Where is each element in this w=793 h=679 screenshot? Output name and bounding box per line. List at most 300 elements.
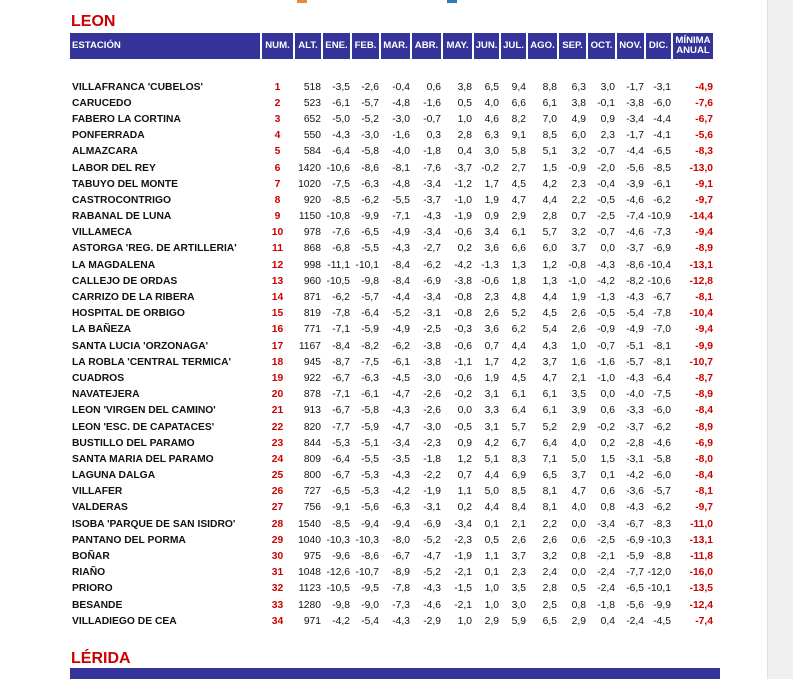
mar-cell: -8,4: [392, 259, 410, 271]
altitude-cell: 1040: [298, 534, 321, 546]
station-name-cell: LEON 'ESC. DE CAPATACES': [72, 421, 215, 433]
altitude-cell: 868: [303, 243, 321, 255]
oct-cell: -0,5: [597, 194, 615, 206]
ene-cell: -9,8: [332, 599, 350, 611]
altitude-cell: 820: [303, 421, 321, 433]
mar-cell: -0,4: [392, 81, 410, 93]
may-cell: 0,2: [457, 243, 472, 255]
dic-cell: -8,1: [653, 340, 671, 352]
nov-cell: -4,6: [626, 227, 644, 239]
mar-cell: -4,4: [392, 292, 410, 304]
nov-cell: -1,7: [626, 130, 644, 142]
sep-cell: 2,1: [571, 372, 586, 384]
minima-anual-cell: -8,3: [695, 146, 713, 158]
may-cell: 1,0: [457, 615, 472, 627]
abr-cell: -3,0: [423, 421, 441, 433]
sep-cell: 2,9: [571, 615, 586, 627]
oct-cell: 0,9: [600, 113, 615, 125]
minima-anual-cell: -14,4: [689, 211, 713, 223]
oct-cell: -1,3: [597, 292, 615, 304]
table-row: [70, 468, 713, 484]
feb-cell: -6,5: [361, 227, 379, 239]
ago-cell: 4,7: [542, 372, 557, 384]
station-num-cell: 6: [274, 162, 281, 174]
sep-cell: -0,8: [568, 259, 586, 271]
ene-cell: -7,1: [332, 324, 350, 336]
ago-cell: 3,2: [542, 551, 557, 563]
header-num: NUM.: [262, 33, 293, 59]
mar-cell: -4,9: [392, 227, 410, 239]
minima-anual-cell: -9,7: [695, 502, 713, 514]
jul-cell: 5,8: [511, 146, 526, 158]
mar-cell: -6,1: [392, 356, 410, 368]
jul-cell: 5,2: [511, 308, 526, 320]
station-num-cell: 15: [271, 308, 284, 320]
ago-cell: 5,2: [542, 421, 557, 433]
mar-cell: -7,8: [392, 583, 410, 595]
abr-cell: -2,7: [423, 243, 441, 255]
jul-cell: 8,5: [511, 486, 526, 498]
may-cell: -1,9: [454, 211, 472, 223]
abr-cell: -3,4: [423, 178, 441, 190]
feb-cell: -8,6: [361, 162, 379, 174]
feb-cell: -6,3: [361, 372, 379, 384]
abr-cell: -4,3: [423, 583, 441, 595]
jul-cell: 3,7: [511, 551, 526, 563]
may-cell: -3,4: [454, 518, 472, 530]
station-num-cell: 10: [271, 227, 284, 239]
oct-cell: 0,0: [600, 243, 615, 255]
station-name-cell: FABERO LA CORTINA: [72, 113, 181, 125]
minima-anual-cell: -5,6: [695, 130, 713, 142]
oct-cell: -0,1: [597, 97, 615, 109]
header-ago: AGO.: [528, 33, 557, 59]
altitude-cell: 1123: [298, 583, 321, 595]
table-row: [70, 144, 713, 160]
dic-cell: -6,2: [653, 421, 671, 433]
sep-cell: -1,0: [568, 275, 586, 287]
ago-cell: 5,7: [542, 227, 557, 239]
abr-cell: 0,6: [426, 81, 441, 93]
table-row: [70, 484, 713, 500]
station-num-cell: 21: [271, 405, 284, 417]
dic-cell: -8,3: [653, 518, 671, 530]
ago-cell: 7,1: [542, 453, 557, 465]
minima-anual-cell: -9,9: [695, 340, 713, 352]
header-estacion: ESTACIÓN: [70, 33, 260, 59]
jun-cell: 1,1: [484, 551, 499, 563]
header-sep: SEP.: [559, 33, 586, 59]
ene-cell: -8,7: [332, 356, 350, 368]
station-num-cell: 19: [271, 372, 284, 384]
abr-cell: -1,8: [423, 453, 441, 465]
ago-cell: 8,5: [542, 130, 557, 142]
sep-cell: 6,0: [571, 130, 586, 142]
may-cell: -0,6: [454, 227, 472, 239]
dic-cell: -10,4: [647, 259, 671, 271]
sep-cell: 4,7: [571, 486, 586, 498]
feb-cell: -2,6: [361, 81, 379, 93]
sep-cell: 3,8: [571, 97, 586, 109]
oct-cell: -2,4: [597, 583, 615, 595]
abr-cell: -2,2: [423, 470, 441, 482]
ago-cell: 6,1: [542, 389, 557, 401]
altitude-cell: 878: [303, 389, 321, 401]
jun-cell: 4,4: [484, 470, 499, 482]
table-row: [70, 500, 713, 516]
station-num-cell: 8: [274, 194, 281, 206]
dic-cell: -7,0: [653, 324, 671, 336]
may-cell: -0,8: [454, 308, 472, 320]
feb-cell: -8,2: [361, 340, 379, 352]
sep-cell: 0,5: [571, 583, 586, 595]
altitude-cell: 945: [303, 356, 321, 368]
feb-cell: -6,4: [361, 308, 379, 320]
jun-cell: 4,4: [484, 502, 499, 514]
ago-cell: 2,5: [542, 599, 557, 611]
nov-cell: -4,4: [626, 146, 644, 158]
minima-anual-cell: -8,4: [695, 470, 713, 482]
dic-cell: -4,1: [653, 130, 671, 142]
altitude-cell: 975: [303, 551, 321, 563]
abr-cell: -3,1: [423, 502, 441, 514]
jun-cell: 6,5: [484, 81, 499, 93]
station-num-cell: 22: [271, 421, 284, 433]
nov-cell: -5,7: [626, 356, 644, 368]
feb-cell: -5,9: [361, 324, 379, 336]
header-alt: ALT.: [295, 33, 321, 59]
may-cell: 1,1: [457, 486, 472, 498]
minima-anual-cell: -8,9: [695, 243, 713, 255]
station-num-cell: 5: [274, 146, 281, 158]
jun-cell: 5,1: [484, 453, 499, 465]
jun-cell: 2,9: [484, 615, 499, 627]
abr-cell: -3,8: [423, 340, 441, 352]
oct-cell: -2,1: [597, 551, 615, 563]
mar-cell: -8,0: [392, 534, 410, 546]
mar-cell: -8,1: [392, 162, 410, 174]
may-cell: -3,7: [454, 162, 472, 174]
header-ene: ENE.: [323, 33, 350, 59]
station-name-cell: NAVATEJERA: [72, 389, 140, 401]
ene-cell: -10,8: [326, 211, 350, 223]
ene-cell: -8,5: [332, 518, 350, 530]
scrollbar-track[interactable]: [767, 0, 793, 679]
header-mar: MAR.: [381, 33, 410, 59]
oct-cell: -2,4: [597, 567, 615, 579]
nov-cell: -4,2: [626, 470, 644, 482]
abr-cell: -3,4: [423, 292, 441, 304]
minima-anual-cell: -9,4: [695, 324, 713, 336]
mar-cell: -4,7: [392, 421, 410, 433]
header-dic: DIC.: [646, 33, 671, 59]
may-cell: -0,5: [454, 421, 472, 433]
may-cell: 0,5: [457, 97, 472, 109]
jun-cell: 3,1: [484, 389, 499, 401]
sep-cell: 1,9: [571, 292, 586, 304]
toolbar-fragment-blue: [447, 0, 457, 3]
dic-cell: -6,7: [653, 292, 671, 304]
nov-cell: -4,3: [626, 372, 644, 384]
dic-cell: -4,6: [653, 437, 671, 449]
ene-cell: -7,7: [332, 421, 350, 433]
spacer-row: [70, 59, 713, 79]
may-cell: -0,2: [454, 389, 472, 401]
may-cell: 0,2: [457, 502, 472, 514]
table-row: [70, 597, 713, 613]
dic-cell: -6,1: [653, 178, 671, 190]
abr-cell: -3,0: [423, 372, 441, 384]
table-row: [70, 370, 713, 386]
table-row: [70, 160, 713, 176]
station-name-cell: VILLAMECA: [72, 227, 133, 239]
station-num-cell: 13: [271, 275, 284, 287]
nov-cell: -4,6: [626, 194, 644, 206]
ago-cell: 8,1: [542, 502, 557, 514]
station-num-cell: 25: [271, 470, 284, 482]
minima-anual-cell: -7,4: [695, 615, 713, 627]
may-cell: -1,9: [454, 551, 472, 563]
ene-cell: -7,8: [332, 308, 350, 320]
table-row: [70, 435, 713, 451]
ago-cell: 4,4: [542, 194, 557, 206]
station-name-cell: LAGUNA DALGA: [72, 470, 156, 482]
station-num-cell: 23: [271, 437, 284, 449]
ago-cell: 1,2: [542, 259, 557, 271]
station-name-cell: RIAÑO: [72, 567, 106, 579]
jul-cell: 3,5: [511, 583, 526, 595]
sep-cell: 4,9: [571, 113, 586, 125]
ene-cell: -5,3: [332, 437, 350, 449]
may-cell: -2,3: [454, 534, 472, 546]
header-minima-anual: MÍNIMA ANUAL: [673, 33, 713, 59]
abr-cell: -6,9: [423, 275, 441, 287]
ene-cell: -7,6: [332, 227, 350, 239]
jun-cell: 6,3: [484, 130, 499, 142]
nov-cell: -5,9: [626, 551, 644, 563]
sep-cell: 1,0: [571, 340, 586, 352]
mar-cell: -4,9: [392, 324, 410, 336]
minima-anual-cell: -12,8: [689, 275, 713, 287]
may-cell: -1,1: [454, 356, 472, 368]
altitude-cell: 518: [303, 81, 321, 93]
dic-cell: -5,8: [653, 453, 671, 465]
may-cell: -4,2: [454, 259, 472, 271]
feb-cell: -9,0: [361, 599, 379, 611]
mar-cell: -4,7: [392, 389, 410, 401]
dic-cell: -6,5: [653, 146, 671, 158]
oct-cell: -4,3: [597, 259, 615, 271]
altitude-cell: 1048: [298, 567, 321, 579]
altitude-cell: 971: [303, 615, 321, 627]
station-num-cell: 9: [274, 211, 281, 223]
ene-cell: -4,2: [332, 615, 350, 627]
station-num-cell: 32: [271, 583, 284, 595]
may-cell: 0,0: [457, 405, 472, 417]
may-cell: -1,0: [454, 194, 472, 206]
sep-cell: 0,6: [571, 534, 586, 546]
lerida-header-bar: [70, 668, 720, 679]
feb-cell: -9,9: [361, 211, 379, 223]
jun-cell: 1,0: [484, 599, 499, 611]
station-num-cell: 16: [271, 324, 284, 336]
oct-cell: 0,0: [600, 389, 615, 401]
oct-cell: 1,5: [600, 453, 615, 465]
minima-anual-cell: -8,9: [695, 421, 713, 433]
oct-cell: 2,3: [600, 130, 615, 142]
dic-cell: -9,9: [653, 599, 671, 611]
may-cell: 0,7: [457, 470, 472, 482]
altitude-cell: 584: [303, 146, 321, 158]
feb-cell: -5,5: [361, 243, 379, 255]
ago-cell: 1,3: [542, 275, 557, 287]
sep-cell: 0,0: [571, 567, 586, 579]
dic-cell: -12,0: [647, 567, 671, 579]
abr-cell: -4,7: [423, 551, 441, 563]
jul-cell: 4,2: [511, 356, 526, 368]
dic-cell: -7,5: [653, 389, 671, 401]
mar-cell: -9,4: [392, 518, 410, 530]
oct-cell: -0,9: [597, 324, 615, 336]
station-name-cell: LABOR DEL REY: [72, 162, 156, 174]
feb-cell: -9,5: [361, 583, 379, 595]
jun-cell: 1,9: [484, 372, 499, 384]
station-name-cell: VILLADIEGO DE CEA: [72, 615, 177, 627]
jul-cell: 2,7: [511, 162, 526, 174]
nov-cell: -2,8: [626, 437, 644, 449]
ene-cell: -6,7: [332, 405, 350, 417]
station-num-cell: 2: [274, 97, 281, 109]
station-num-cell: 7: [274, 178, 281, 190]
oct-cell: 0,2: [600, 437, 615, 449]
altitude-cell: 800: [303, 470, 321, 482]
may-cell: -0,8: [454, 292, 472, 304]
oct-cell: 0,6: [600, 486, 615, 498]
station-name-cell: LA MAGDALENA: [72, 259, 156, 271]
jul-cell: 4,4: [511, 340, 526, 352]
mar-cell: -5,5: [392, 194, 410, 206]
ago-cell: 8,8: [542, 81, 557, 93]
ago-cell: 2,8: [542, 583, 557, 595]
jun-cell: 2,3: [484, 292, 499, 304]
jul-cell: 2,9: [511, 211, 526, 223]
jul-cell: 5,9: [511, 615, 526, 627]
dic-cell: -6,0: [653, 405, 671, 417]
station-num-cell: 33: [271, 599, 284, 611]
ene-cell: -4,3: [332, 130, 350, 142]
minima-anual-cell: -8,7: [695, 372, 713, 384]
table-row: [70, 565, 713, 581]
dic-cell: -6,4: [653, 372, 671, 384]
sep-cell: 4,0: [571, 437, 586, 449]
mar-cell: -4,8: [392, 178, 410, 190]
dic-cell: -6,2: [653, 194, 671, 206]
abr-cell: -6,2: [423, 259, 441, 271]
station-name-cell: LEON 'VIRGEN DEL CAMINO': [72, 405, 216, 417]
minima-anual-cell: -8,1: [695, 292, 713, 304]
abr-cell: -2,3: [423, 437, 441, 449]
ago-cell: 4,3: [542, 340, 557, 352]
station-num-cell: 29: [271, 534, 284, 546]
oct-cell: 0,4: [600, 615, 615, 627]
altitude-cell: 998: [303, 259, 321, 271]
ene-cell: -10,5: [326, 583, 350, 595]
may-cell: 0,4: [457, 146, 472, 158]
abr-cell: -1,8: [423, 146, 441, 158]
ago-cell: 6,1: [542, 97, 557, 109]
ago-cell: 5,4: [542, 324, 557, 336]
sep-cell: 2,2: [571, 194, 586, 206]
section-title-lerida: LÉRIDA: [71, 650, 131, 667]
nov-cell: -3,6: [626, 486, 644, 498]
jun-cell: 3,3: [484, 405, 499, 417]
minima-anual-cell: -10,7: [689, 356, 713, 368]
oct-cell: 3,0: [600, 81, 615, 93]
nov-cell: -3,3: [626, 405, 644, 417]
mar-cell: -6,2: [392, 340, 410, 352]
jul-cell: 6,6: [511, 243, 526, 255]
may-cell: -2,1: [454, 567, 472, 579]
dic-cell: -10,6: [647, 275, 671, 287]
nov-cell: -3,4: [626, 113, 644, 125]
sep-cell: 3,7: [571, 243, 586, 255]
table-row: [70, 128, 713, 144]
nov-cell: -3,1: [626, 453, 644, 465]
sep-cell: 3,2: [571, 227, 586, 239]
feb-cell: -10,7: [355, 567, 379, 579]
altitude-cell: 920: [303, 194, 321, 206]
sep-cell: 0,7: [571, 211, 586, 223]
minima-anual-cell: -8,9: [695, 389, 713, 401]
ene-cell: -11,1: [327, 259, 350, 271]
jul-cell: 1,3: [511, 259, 526, 271]
station-name-cell: BESANDE: [72, 599, 123, 611]
dic-cell: -3,1: [653, 81, 671, 93]
altitude-cell: 809: [303, 453, 321, 465]
abr-cell: -7,6: [423, 162, 441, 174]
jun-cell: 3,0: [484, 146, 499, 158]
table-row: [70, 257, 713, 273]
abr-cell: -1,9: [423, 486, 441, 498]
oct-cell: -4,2: [597, 275, 615, 287]
nov-cell: -5,1: [626, 340, 644, 352]
jul-cell: 8,3: [511, 453, 526, 465]
oct-cell: 0,8: [600, 502, 615, 514]
jul-cell: 9,1: [511, 130, 526, 142]
minima-anual-cell: -9,1: [695, 178, 713, 190]
ago-cell: 6,1: [542, 405, 557, 417]
table-row: [70, 613, 713, 629]
dic-cell: -5,7: [653, 486, 671, 498]
ago-cell: 4,5: [542, 308, 557, 320]
may-cell: -0,6: [454, 372, 472, 384]
mar-cell: -3,0: [392, 113, 410, 125]
altitude-cell: 871: [303, 292, 321, 304]
jun-cell: 1,9: [484, 194, 499, 206]
nov-cell: -8,2: [626, 275, 644, 287]
abr-cell: -2,9: [423, 615, 441, 627]
station-name-cell: BUSTILLO DEL PARAMO: [72, 437, 195, 449]
feb-cell: -5,6: [361, 502, 379, 514]
header-row: [70, 33, 713, 59]
table-row: [70, 95, 713, 111]
ene-cell: -9,6: [332, 551, 350, 563]
table-row: [70, 322, 713, 338]
station-name-cell: TABUYO DEL MONTE: [72, 178, 179, 190]
altitude-cell: 523: [303, 97, 321, 109]
table-row: [70, 176, 713, 192]
jul-cell: 6,1: [511, 389, 526, 401]
